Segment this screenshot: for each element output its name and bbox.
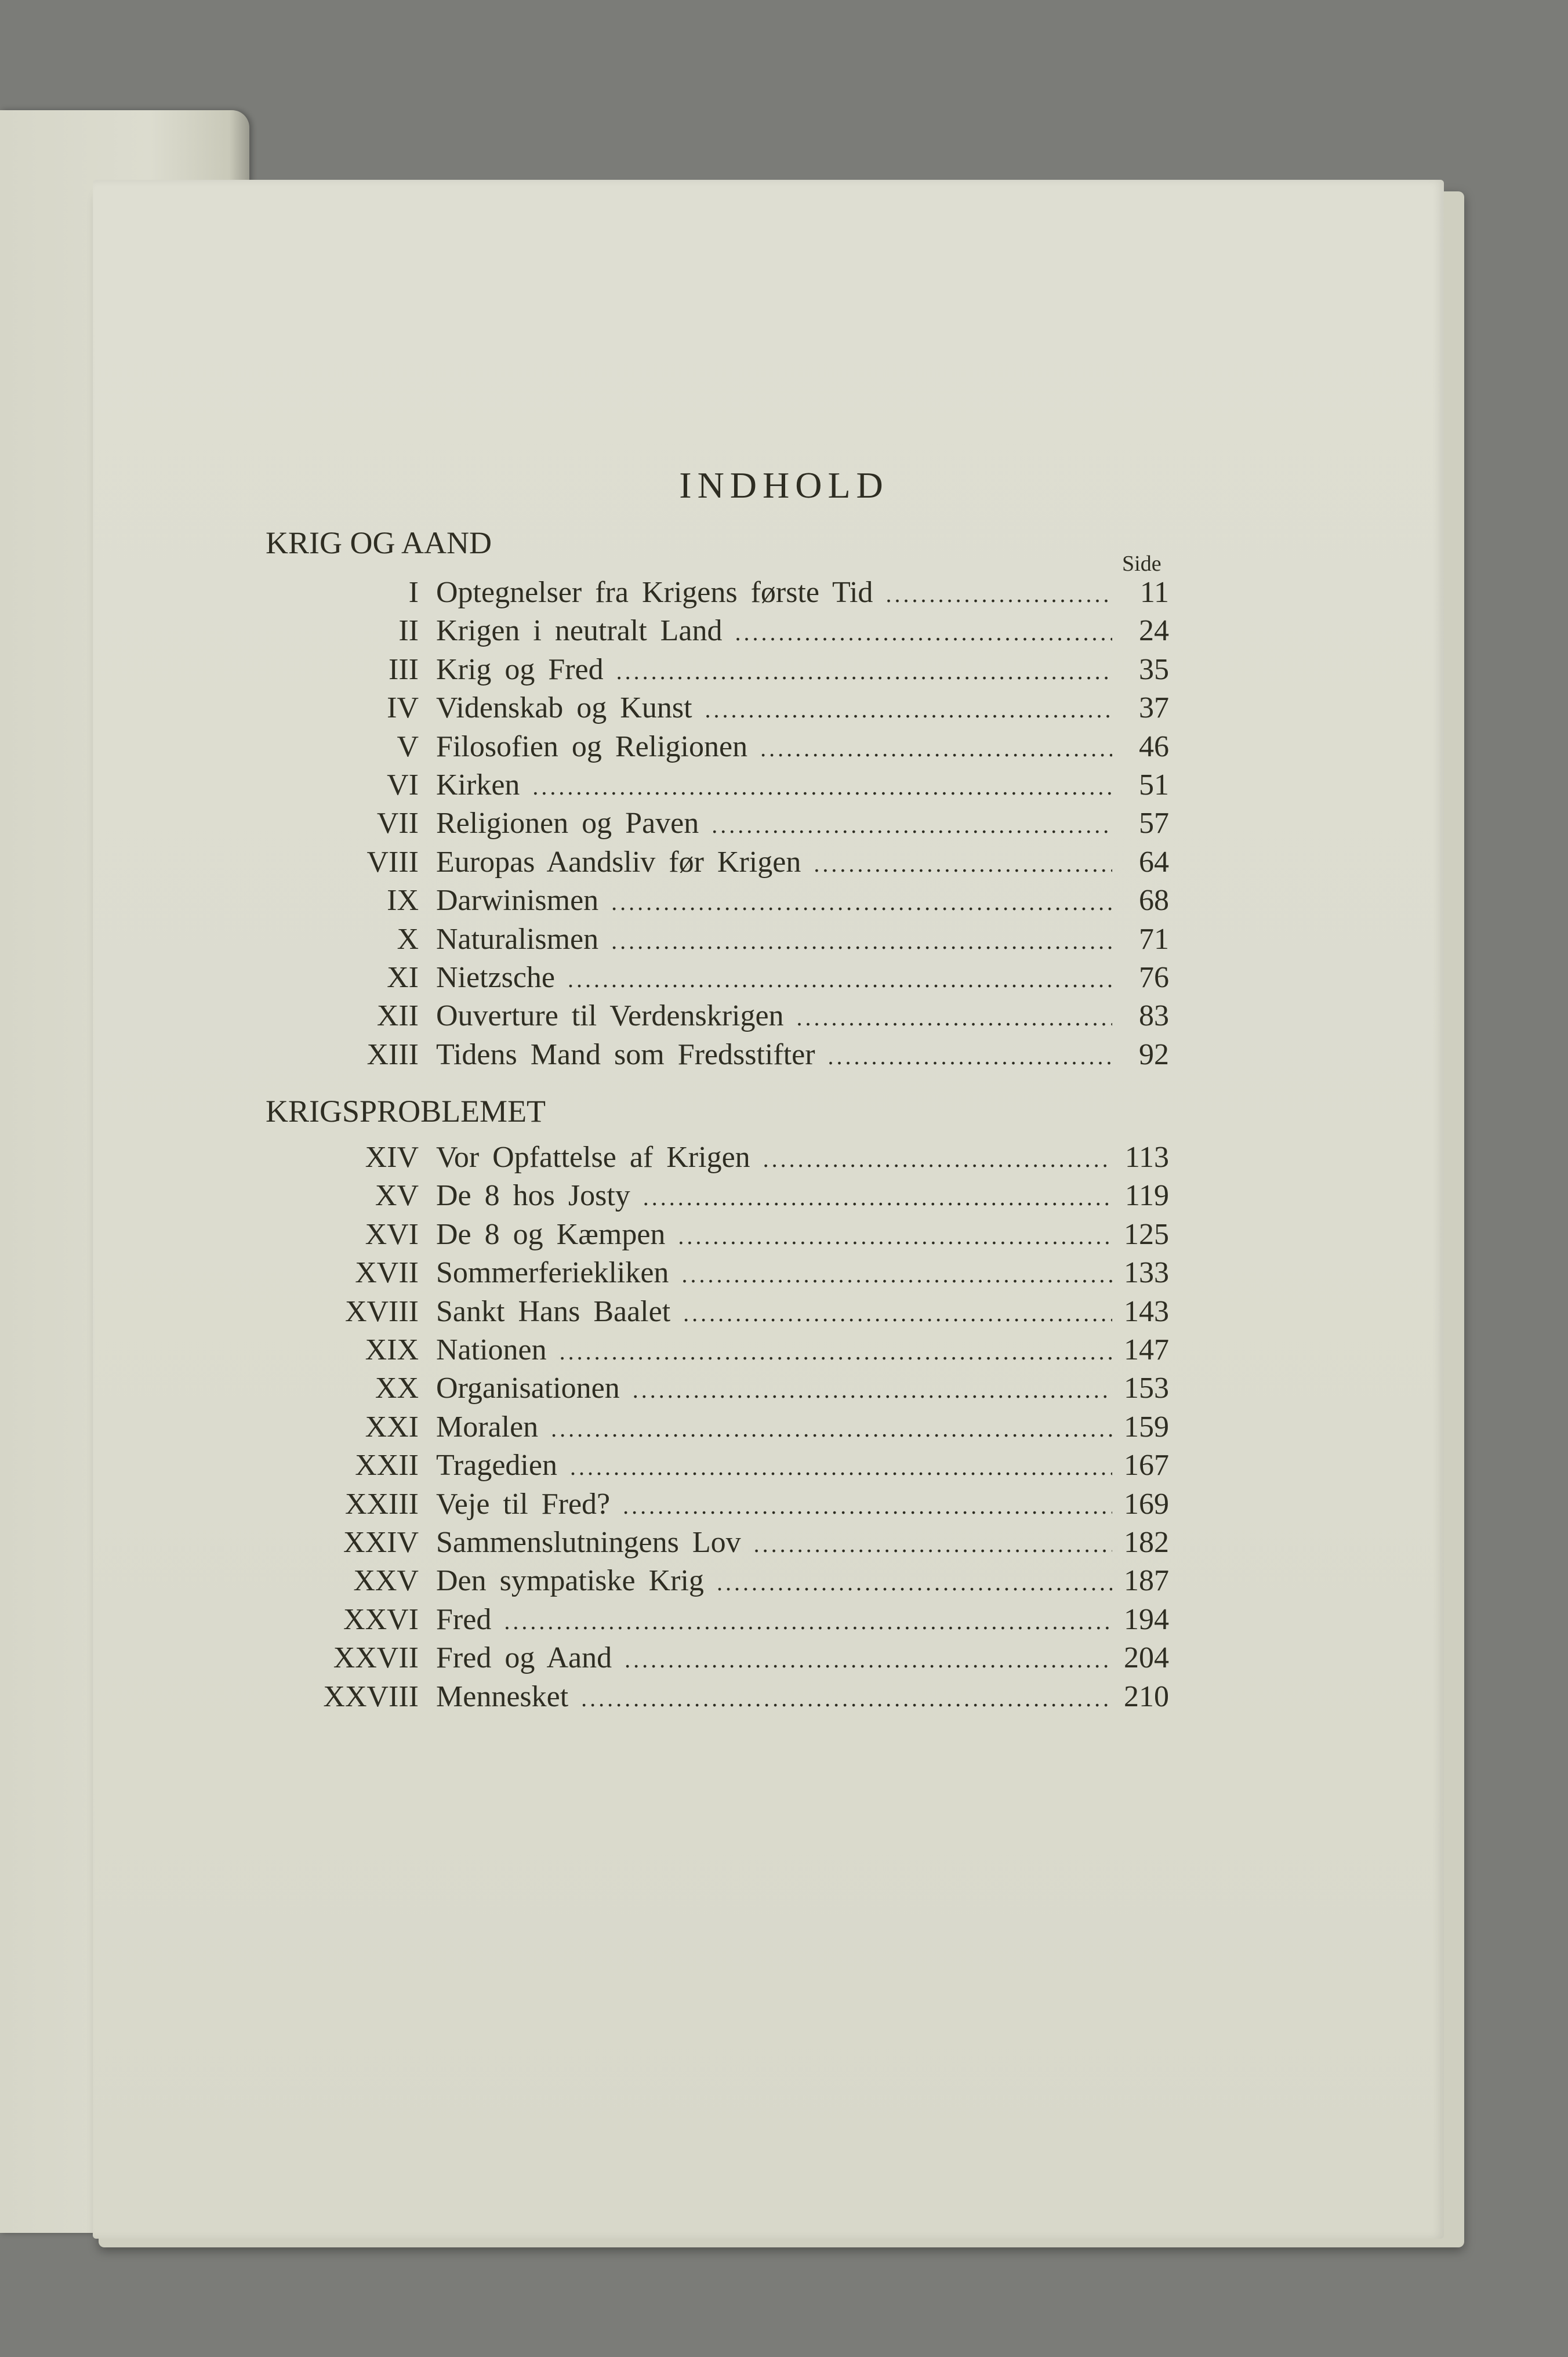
toc-entry	[244, 1294, 1169, 1329]
toc-entry	[244, 1448, 1169, 1483]
toc-entry	[244, 1602, 1169, 1637]
toc-entry	[244, 960, 1169, 995]
chapter-number: V	[397, 730, 419, 763]
chapter-number: XXVII	[333, 1641, 419, 1675]
dot-leader	[625, 1646, 1112, 1673]
toc-entry	[244, 883, 1169, 918]
dot-leader	[623, 1492, 1112, 1520]
toc-entry	[244, 575, 1169, 610]
chapter-title: Tidens Mand som Fredsstifter	[436, 1038, 815, 1071]
toc-entry	[244, 768, 1169, 803]
section-heading-krigsproblemet: KRIGSPROBLEMET	[266, 1094, 546, 1129]
toc-entry	[244, 1410, 1169, 1445]
toc-entry	[244, 999, 1169, 1034]
dot-leader	[705, 696, 1112, 723]
dot-leader	[560, 1338, 1112, 1365]
chapter-number: III	[389, 652, 419, 686]
chapter-number: XIX	[365, 1333, 419, 1366]
chapter-title: Optegnelser fra Krigens første Tid	[436, 576, 873, 609]
toc-entry	[244, 1680, 1169, 1714]
page-number: 133	[1124, 1256, 1169, 1290]
chapter-number: IX	[387, 884, 419, 918]
dot-leader	[681, 1261, 1112, 1288]
toc-entry	[244, 614, 1169, 648]
page-number: 167	[1124, 1449, 1169, 1482]
toc-entry	[244, 1333, 1169, 1368]
toc-entry	[244, 730, 1169, 764]
chapter-number: XVI	[365, 1217, 419, 1251]
chapter-number: XV	[375, 1179, 419, 1213]
chapter-number: XXIV	[343, 1526, 419, 1559]
chapter-number: II	[398, 614, 419, 648]
chapter-title: Mennesket	[436, 1680, 569, 1713]
page-number: 194	[1124, 1602, 1169, 1636]
page-number: 119	[1124, 1179, 1169, 1213]
chapter-title: Sommerferiekliken	[436, 1256, 669, 1290]
chapter-number: XXV	[353, 1564, 419, 1598]
dot-leader	[568, 966, 1112, 993]
page-column-label: Side	[1122, 552, 1162, 576]
page-number: 147	[1124, 1333, 1169, 1366]
chapter-title: Naturalismen	[436, 922, 599, 956]
page-title: INDHOLD	[679, 465, 889, 506]
dot-leader	[763, 1145, 1112, 1173]
dot-leader	[828, 1043, 1112, 1070]
page-number: 143	[1124, 1294, 1169, 1328]
dot-leader	[760, 735, 1112, 762]
chapter-title: Krig og Fred	[436, 652, 604, 686]
chapter-title: Den sympatiske Krig	[436, 1564, 704, 1598]
chapter-title: Sankt Hans Baalet	[436, 1294, 671, 1328]
page-number: 68	[1139, 884, 1169, 918]
chapter-title: Darwinismen	[436, 884, 599, 918]
chapter-title: Religionen og Paven	[436, 807, 699, 840]
toc-entry	[244, 1178, 1169, 1213]
chapter-title: Nationen	[436, 1333, 547, 1366]
page-number: 71	[1139, 922, 1169, 956]
chapter-number: XXVIII	[323, 1680, 419, 1713]
chapter-number: I	[408, 576, 419, 609]
page-number: 153	[1124, 1372, 1169, 1405]
dot-leader	[643, 1184, 1112, 1211]
chapter-number: VII	[376, 807, 419, 840]
chapter-number: XI	[387, 961, 419, 994]
chapter-title: De 8 hos Josty	[436, 1179, 630, 1213]
chapter-number: XXIII	[344, 1487, 419, 1521]
chapter-title: Filosofien og Religionen	[436, 730, 748, 763]
toc-entry	[244, 652, 1169, 687]
chapter-number: XVII	[355, 1256, 419, 1290]
page-number: 113	[1124, 1141, 1169, 1174]
section-heading-krig-og-aand: KRIG OG AAND	[266, 525, 492, 560]
page-number: 169	[1124, 1487, 1169, 1521]
toc-entry	[244, 1140, 1169, 1175]
toc-entry	[244, 806, 1169, 841]
dot-leader	[504, 1608, 1112, 1635]
chapter-number: XIII	[366, 1038, 419, 1071]
chapter-number: XXI	[365, 1410, 419, 1444]
toc-entry	[244, 1371, 1169, 1406]
page-number: 83	[1139, 999, 1169, 1033]
chapter-title: Krigen i neutralt Land	[436, 614, 723, 648]
page-number: 204	[1124, 1641, 1169, 1675]
chapter-title: Veje til Fred?	[436, 1487, 611, 1521]
dot-leader	[611, 889, 1112, 916]
page-number: 24	[1139, 614, 1169, 648]
dot-leader	[633, 1376, 1112, 1404]
toc-entry	[244, 691, 1169, 726]
toc-entry	[244, 1525, 1169, 1560]
page-number: 35	[1139, 652, 1169, 686]
toc-entry	[244, 845, 1169, 880]
toc-entry	[244, 922, 1169, 957]
page-number: 37	[1139, 691, 1169, 725]
page-number: 92	[1139, 1038, 1169, 1071]
page-number: 64	[1139, 845, 1169, 879]
page-number: 182	[1124, 1526, 1169, 1559]
dot-leader	[551, 1415, 1112, 1442]
toc-entry	[244, 1217, 1169, 1252]
dot-leader	[717, 1569, 1112, 1596]
dot-leader	[532, 773, 1112, 800]
page-number: 187	[1124, 1564, 1169, 1598]
chapter-title: De 8 og Kæmpen	[436, 1217, 666, 1251]
chapter-number: XII	[376, 999, 419, 1033]
toc-entry	[244, 1038, 1169, 1072]
page-number: 210	[1124, 1680, 1169, 1713]
page-number: 125	[1124, 1217, 1169, 1251]
chapter-title: Fred	[436, 1602, 492, 1636]
chapter-number: VIII	[366, 845, 419, 879]
dot-leader	[712, 811, 1112, 839]
dot-leader	[754, 1531, 1112, 1558]
dot-leader	[678, 1223, 1112, 1250]
page-number: 11	[1139, 576, 1169, 609]
chapter-title: Moralen	[436, 1410, 539, 1444]
chapter-title: Organisationen	[436, 1372, 620, 1405]
chapter-number: VI	[387, 768, 419, 802]
toc-entry	[244, 1487, 1169, 1522]
dot-leader	[581, 1685, 1112, 1712]
chapter-title: Ouverture til Verdenskrigen	[436, 999, 784, 1033]
dot-leader	[616, 658, 1112, 685]
chapter-title: Fred og Aand	[436, 1641, 612, 1675]
chapter-title: Europas Aandsliv før Krigen	[436, 845, 801, 879]
chapter-title: Nietzsche	[436, 961, 556, 994]
page-number: 57	[1139, 807, 1169, 840]
chapter-title: Kirken	[436, 768, 520, 802]
chapter-number: X	[397, 922, 419, 956]
page-number: 76	[1139, 961, 1169, 994]
dot-leader	[735, 619, 1112, 646]
chapter-number: XVIII	[344, 1294, 419, 1328]
dot-leader	[683, 1300, 1112, 1327]
dot-leader	[570, 1453, 1112, 1481]
chapter-title: Videnskab og Kunst	[436, 691, 692, 725]
toc-entry	[244, 1256, 1169, 1290]
chapter-title: Vor Opfattelse af Krigen	[436, 1141, 750, 1174]
chapter-number: XIV	[365, 1141, 419, 1174]
chapter-title: Tragedien	[436, 1449, 557, 1482]
chapter-number: IV	[387, 691, 419, 725]
dot-leader	[611, 927, 1112, 955]
chapter-number: XX	[375, 1372, 419, 1405]
dot-leader	[814, 850, 1112, 877]
dot-leader	[797, 1004, 1112, 1031]
page-number: 159	[1124, 1410, 1169, 1444]
dot-leader	[885, 581, 1112, 608]
toc-entry	[244, 1641, 1169, 1676]
chapter-number: XXVI	[343, 1602, 419, 1636]
toc-entry	[244, 1564, 1169, 1598]
chapter-title: Sammenslutningens Lov	[436, 1526, 741, 1559]
chapter-number: XXII	[355, 1449, 419, 1482]
page-number: 46	[1139, 730, 1169, 763]
page-number: 51	[1139, 768, 1169, 802]
